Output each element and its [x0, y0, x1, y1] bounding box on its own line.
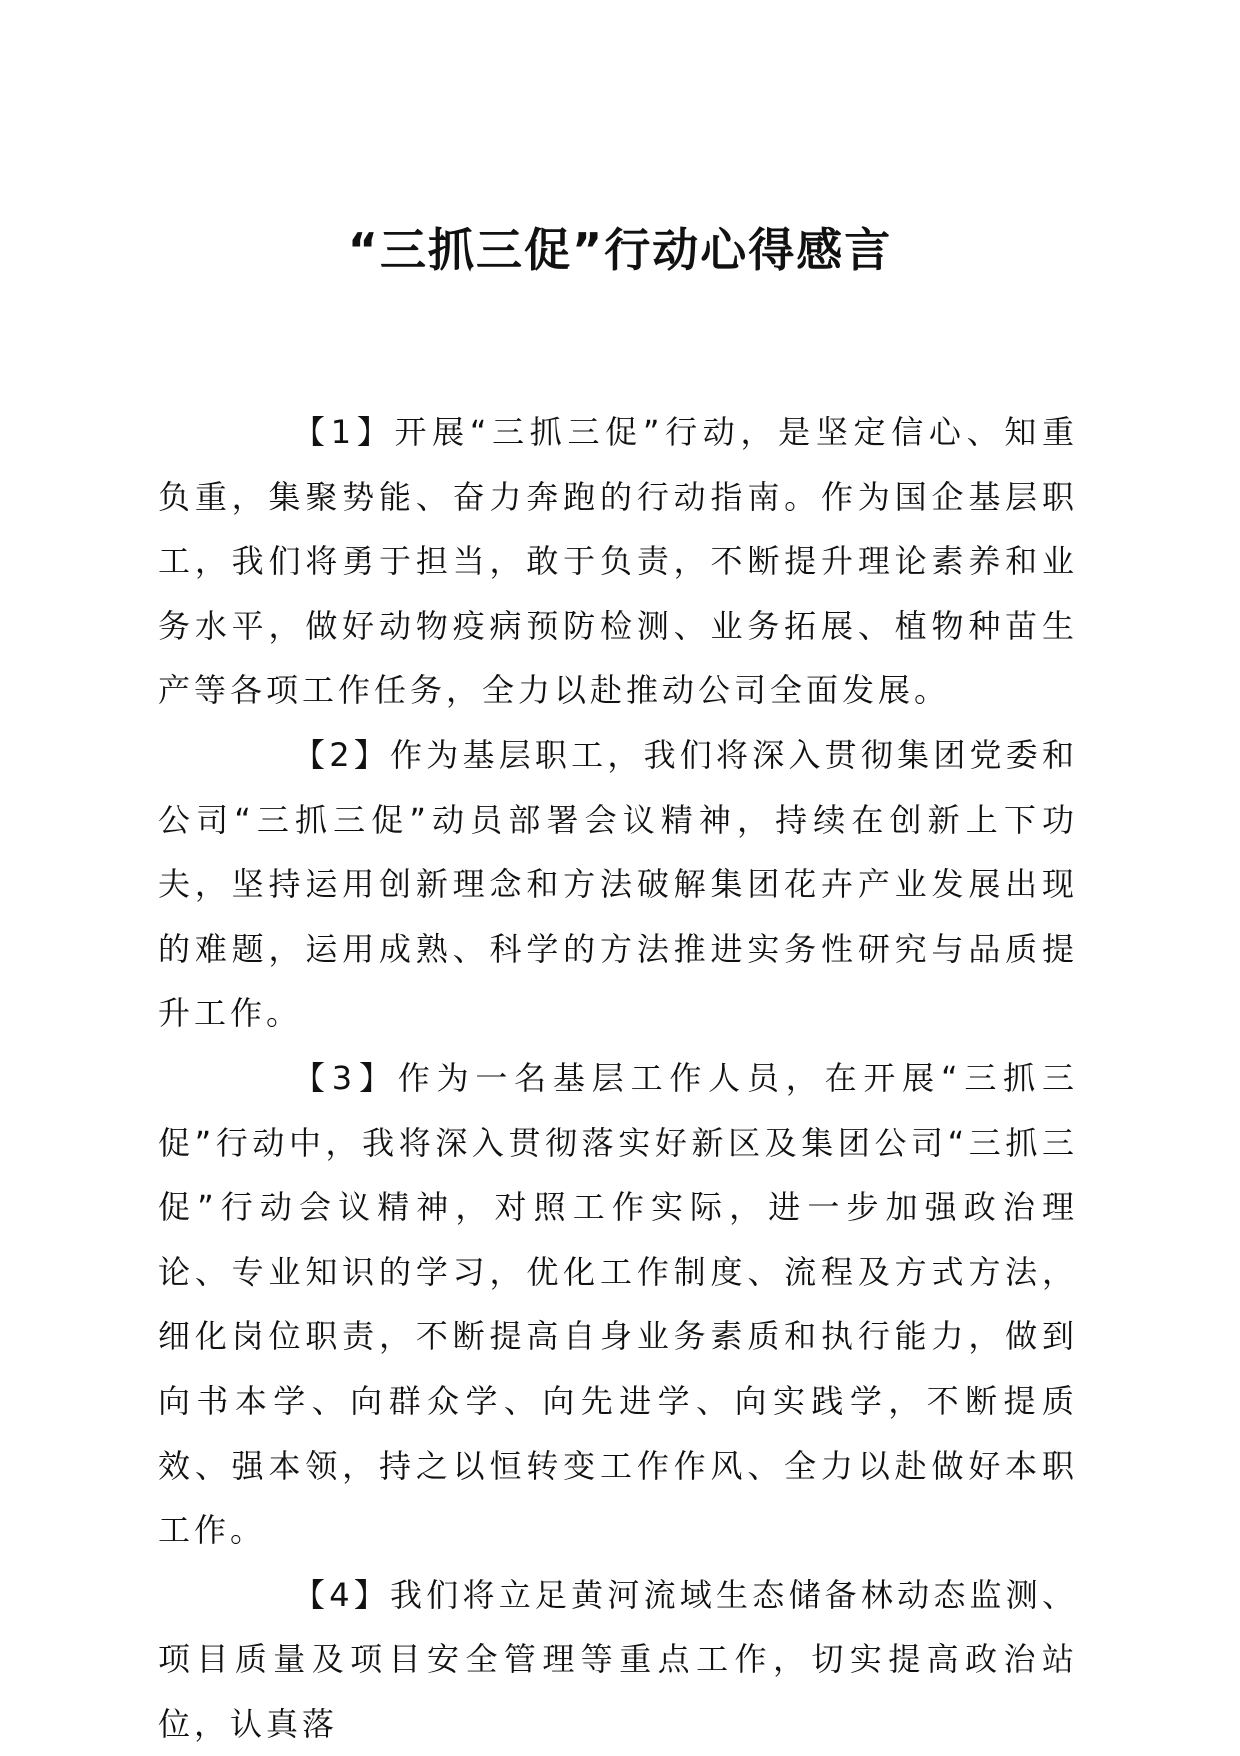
paragraph-text: 作为基层职工，我们将深入贯彻集团党委和公司“三抓三促”动员部署会议精神，持续在创新上下功夫，坚持运用创新理念和方法破解集团花卉产业发展出现的难题，运用成熟、科学的方法推进实务性研究与品质提升工作。: [158, 735, 1078, 1033]
document-title: “三抓三促”行动心得感言: [347, 223, 893, 277]
paragraph-4: [158, 1563, 1078, 1756]
paragraph-text: 我们将立足黄河流域生态储备林动态监测、项目质量及项目安全管理等重点工作，切实提高政治站位，认真落: [158, 1575, 1078, 1743]
paragraph-text: 作为一名基层工作人员，在开展“三抓三促”行动中，我将深入贯彻落实好新区及集团公司“三抓三促”行动会议精神，对照工作实际，进一步加强政治理论、专业知识的学习，优化工作制度、流程及方式方法，细化岗位职责，不断提高自身业务素质和执行能力，做到向书本学、向群众学、向先进学、向实践学，不断提质效、强本领，持之以恒转变工作作风、全力以赴做好本职工作。: [158, 1058, 1078, 1550]
paragraph-marker: 【1】: [293, 413, 395, 451]
paragraph-marker: 【4】: [293, 1575, 391, 1614]
paragraph-marker: 【3】: [293, 1058, 398, 1097]
paragraph-2: [158, 723, 1078, 1046]
paragraph-text: 开展“三抓三促”行动，是坚定信心、知重负重，集聚势能、奋力奔跑的行动指南。作为国企基层职工，我们将勇于担当，敢于负责，不断提升理论素养和业务水平，做好动物疫病预防检测、业务拓展、植物种苗生产等各项工作任务，全力以赴推动公司全面发展。: [158, 413, 1078, 710]
paragraph-marker: 【2】: [293, 735, 391, 774]
document-body: [158, 400, 1078, 1756]
paragraph-3: [158, 1046, 1078, 1563]
paragraph-1: [158, 400, 1078, 723]
